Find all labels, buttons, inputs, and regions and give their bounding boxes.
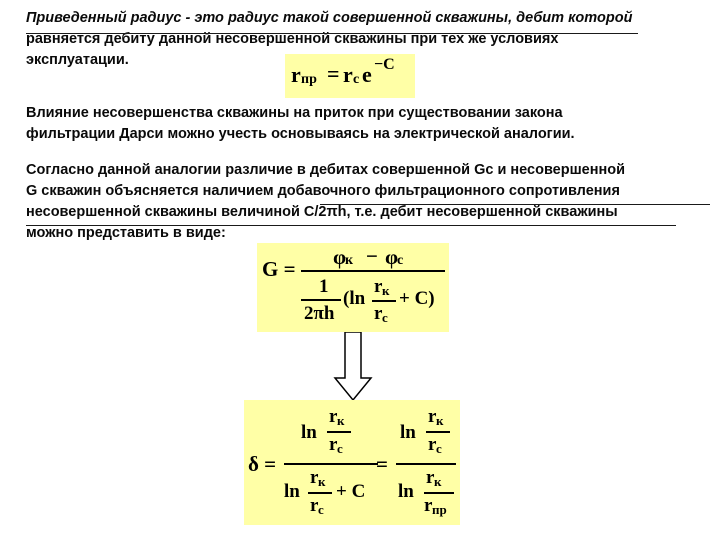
formula2-rc: r: [374, 303, 383, 324]
formula3-rk2-sub: к: [318, 474, 326, 489]
formula3-rc3-sub: с: [436, 441, 442, 456]
reduced-radius-formula-box: [285, 54, 415, 98]
darcy-text-line2: фильтрации Дарси можно учесть основываясь на электрической аналогии.: [26, 126, 575, 142]
formula2-one: 1: [319, 276, 329, 297]
darcy-text-line1: Влияние несовершенства скважины на приток при существовании закона: [26, 105, 563, 121]
analogy-text-line4: можно представить в виде:: [26, 225, 226, 241]
formula3-eq2: =: [376, 452, 388, 476]
formula1-exponent: −C: [374, 56, 395, 73]
formula3-rc1-sub: с: [337, 441, 343, 456]
formula2-inner-fraction-bar: [301, 299, 341, 301]
formula3-rk3-sub: к: [436, 413, 444, 428]
formula3-rk2: r: [310, 467, 319, 488]
formula2-lhs: G =: [262, 257, 296, 281]
formula2-plus-c: + C): [399, 288, 435, 309]
definition-text-line1: - это радиус такой совершенной скважины, дебит которой: [181, 10, 633, 26]
formula3-ln3: ln: [400, 422, 416, 443]
formula3-plus-c: + C: [336, 481, 366, 502]
formula3-main-bar1: [284, 463, 378, 465]
formula2-rk-sub: к: [382, 283, 390, 298]
formula3-rc3: r: [428, 434, 437, 455]
analogy-text-line1: Согласно данной аналогии различие в дебитах совершенной Gс и несовершенной: [26, 162, 626, 178]
formula2-phi1-sub: к: [345, 253, 354, 268]
formula3-ln4-bar: [424, 492, 454, 494]
formula2-phi2-sub: с: [397, 253, 404, 268]
formula1-e: e: [362, 62, 372, 87]
formula2-rc-sub: с: [382, 310, 388, 325]
underline: [26, 225, 676, 226]
formula1-eq: =: [327, 61, 340, 86]
formula3-ln3-bar: [426, 431, 450, 433]
formula3-rpr-sub: пр: [432, 502, 447, 517]
formula3-ln4: ln: [398, 481, 414, 502]
formula2-ln-fraction-bar: [372, 300, 396, 302]
formula3-ln1: ln: [301, 422, 317, 443]
formula3-rc2: r: [310, 495, 319, 516]
formula2-main-fraction-bar: [301, 270, 445, 272]
underline: [26, 33, 638, 34]
formula3-rk1: r: [329, 406, 338, 427]
down-arrow-icon: [333, 332, 373, 402]
formula2-minus: −: [366, 244, 378, 268]
formula3-ln2-bar: [308, 492, 332, 494]
formula3-rk3: r: [428, 406, 437, 427]
formula2-2pih: 2πh: [304, 303, 335, 324]
definition-text-line2: равняется дебиту данной несовершенной скважины при тех же условиях: [26, 31, 559, 47]
formula3-ln2: ln: [284, 481, 300, 502]
formula3-rk4-sub: к: [434, 474, 442, 489]
flow-rate-formula-box: [257, 243, 449, 332]
formula3-rk1-sub: к: [337, 413, 345, 428]
formula3-rk4: r: [426, 467, 435, 488]
formula1-r-sub: c: [353, 72, 360, 87]
formula2-phi2: φ: [385, 245, 399, 269]
analogy-paragraph: [26, 160, 716, 244]
formula3-main-bar2: [396, 463, 456, 465]
formula3-ln1-bar: [327, 431, 351, 433]
analogy-text-line2: G скважин объясняется наличием добавочного фильтрационного сопротивления: [26, 183, 620, 199]
formula2-phi1: φ: [333, 245, 347, 269]
analogy-text-line3: несовершенной скважины величиной C/2πh, т.е. дебит несовершенной скважины: [26, 204, 618, 220]
formula3-delta: δ =: [248, 452, 277, 476]
formula2-rk: r: [374, 276, 383, 297]
darcy-paragraph: [26, 103, 706, 145]
formula3-rc1: r: [329, 434, 338, 455]
formula2-paren-ln: (ln: [343, 288, 366, 309]
formula3-rpr: r: [424, 495, 433, 516]
formula1-r: r: [343, 62, 353, 87]
formula1-lhs: r: [291, 62, 301, 87]
formula3-rc2-sub: с: [318, 502, 324, 517]
term-text: Приведенный радиус: [26, 10, 182, 26]
definition-text-line3: эксплуатации.: [26, 52, 129, 68]
underline: [320, 204, 710, 205]
formula1-lhs-sub: пр: [301, 72, 317, 87]
delta-formula-box: [244, 400, 460, 525]
